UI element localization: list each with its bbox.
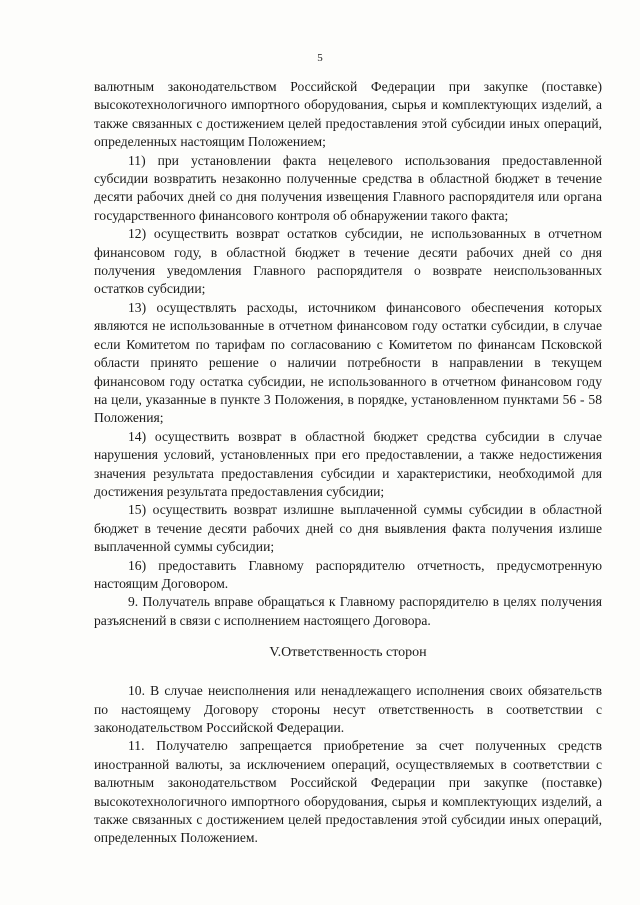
paragraph-item-11: 11) при установлении факта нецелевого использования предоставленной субсидии возвратить незаконно полученные средства в областной бюджет в течение десяти рабочих дней со дня получения извещения Главного распорядителя или органа государственного финансового контроля об обнаружении такого факта;	[94, 152, 602, 223]
paragraph-clause-11: 11. Получателю запрещается приобретение за счет полученных средств иностранной валюты, за исключением операций, осуществляемых в соответствии с валютным законодательством Российской Федерации при закупке (поставке) высокотехнологичного импортного оборудования, сырья и комплектующих изделий, а также связанных с достижением целей предоставления этой субсидии иных операций, определенных Положением.	[94, 738, 602, 846]
paragraph-item-12: 12) осуществить возврат остатков субсидии, не использованных в отчетном финансовом году, в областной бюджет в течение десяти рабочих дней со дня получения уведомления Главного распорядителя о возврате неиспользованных остатков субсидии;	[94, 226, 602, 297]
paragraph-continuation: валютным законодательством Российской Федерации при закупке (поставке) высокотехнологичного импортного оборудования, сырья и комплектующих изделий, а также связанных с достижением целей предоставления этой субсидии иных операций, определенных настоящим Положением;	[94, 79, 602, 150]
paragraph-item-13: 13) осуществлять расходы, источником финансового обеспечения которых являются не использованные в отчетном финансовом году остатки субсидии, в случае если Комитетом по тарифам по согласованию с Комитетом по финансам Псковской области принято решение о наличии потребности в направлении в текущем финансовом году остатка субсидии, не использованного в отчетном финансовом году на цели, указанные в пункте 3 Положения, в порядке, установленном пунктами 56 - 58 Положения;	[94, 299, 602, 426]
paragraph-item-14: 14) осуществить возврат в областной бюджет средства субсидии в случае нарушения условий, установленных при его предоставлении, а также недостижения значения результата предоставления субсидии и характеристики, необходимой для достижения результата предоставления субсидии;	[94, 428, 602, 499]
paragraph-clause-10: 10. В случае неисполнения или ненадлежащего исполнения своих обязательств по настоящему Договору стороны несут ответственность в соответствии с законодательством Российской Федерации.	[94, 683, 602, 735]
paragraph-item-15: 15) осуществить возврат излишне выплаченной суммы субсидии в областной бюджет в течение десяти рабочих дней со дня выявления факта получения излише выплаченной суммы субсидии;	[94, 502, 602, 555]
paragraph-item-16: 16) предоставить Главному распорядителю отчетность, предусмотренную настоящим Договором.	[94, 557, 602, 591]
page-number: 5	[317, 52, 323, 64]
document-body	[94, 78, 602, 848]
paragraph-clause-9: 9. Получатель вправе обращаться к Главному распорядителю в целях получения разъяснений в связи с исполнением настоящего Договора.	[94, 594, 602, 628]
section-heading: V.Ответственность сторон	[269, 645, 427, 661]
